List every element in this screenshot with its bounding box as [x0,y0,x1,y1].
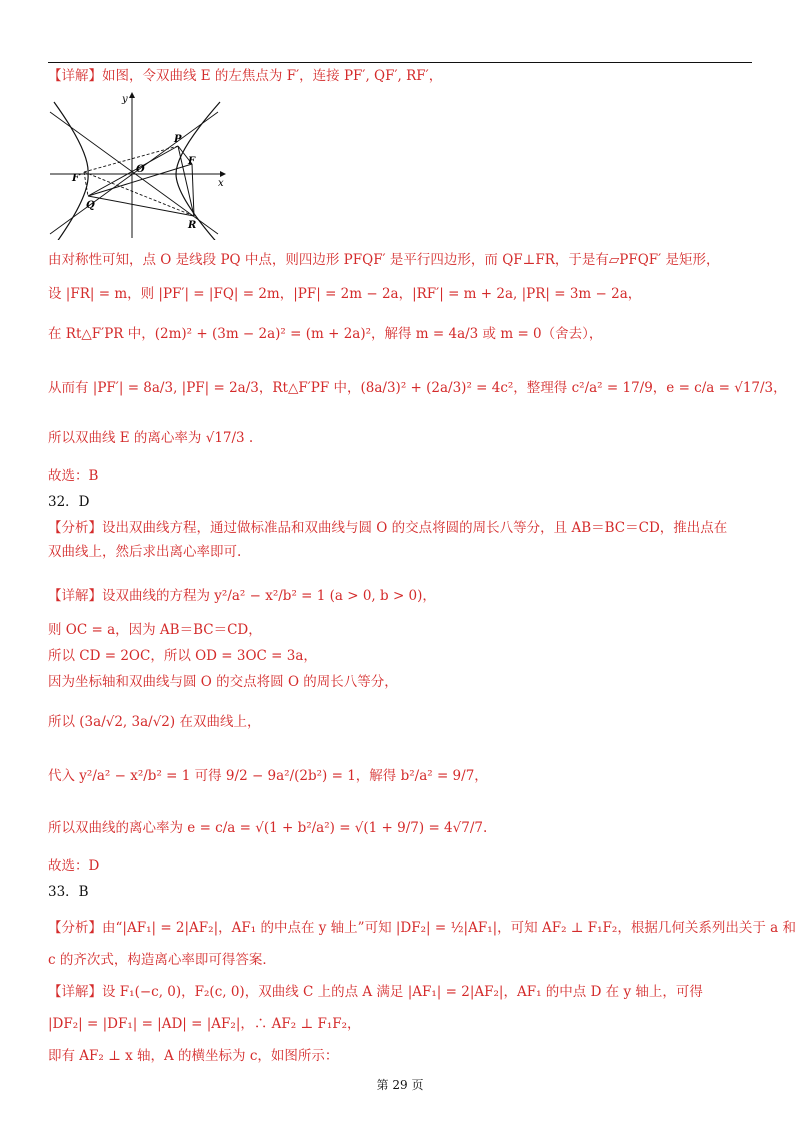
point-Fp: F′ [72,173,82,184]
text-line: c 的齐次式，构造离心率即可得答案． [48,952,276,968]
hyperbola-figure [48,88,228,240]
text-line: 【详解】设双曲线的方程为 y²/a² − x²/b² = 1 (a > 0, b > 0)， [48,588,436,604]
page-number: 第 29 页 [376,1078,424,1092]
text-line: 【分析】由“|AF₁| = 2|AF₂|，AF₁ 的中点在 y 轴上”可知 |DF₂| = ½|AF₁|，可知 AF₂ ⊥ F₁F₂，根据几何关系列出关于 a 和 [48,920,796,936]
left-branch [54,102,88,240]
x-label: x [218,178,224,189]
point-Q: Q [86,200,95,211]
text-line: 双曲线上，然后求出离心率即可. [48,544,242,560]
text-line: 【详解】设 F₁(−c, 0)，F₂(c, 0)，双曲线 C 上的点 A 满足 |AF₁| = 2|AF₂|，AF₁ 的中点 D 在 y 轴上，可得 [48,984,703,1000]
point-O: O [136,164,145,175]
text-line: 所以双曲线 E 的离心率为 √17/3 . [48,430,254,446]
question-number: 33．B [48,884,89,900]
text-line: 因为坐标轴和双曲线与圆 O 的交点将圆 O 的周长八等分， [48,674,398,690]
text-line: 在 Rt△F′PR 中，(2m)² + (3m − 2a)² = (m + 2a)²，解得 m = 4a/3 或 m = 0（舍去）， [48,326,603,342]
question-number: 32．D [48,494,90,510]
text-line: 【分析】设出双曲线方程，通过做标准品和双曲线与圆 O 的交点将圆的周长八等分，且 AB＝BC＝CD，推出点在 [48,520,728,536]
text-line: 则 OC = a，因为 AB＝BC＝CD， [48,622,262,638]
text-line: 从而有 |PF′| = 8a/3, |PF| = 2a/3，Rt△F′PF 中，(8a/3)² + (2a/3)² = 4c²，整理得 c²/a² = 17/9，e = c/a = √17/3， [48,380,787,396]
text-line: 【详解】如图，令双曲线 E 的左焦点为 F′，连接 PF′, QF′, RF′， [48,68,443,84]
y-label: y [122,94,128,105]
text-line: 即有 AF₂ ⊥ x 轴，A 的横坐标为 c，如图所示： [48,1048,339,1064]
point-P: P [174,134,182,145]
text-line: 设 |FR| = m，则 |PF′| = |FQ| = 2m，|PF| = 2m − 2a，|RF′| = m + 2a, |PR| = 3m − 2a， [48,286,642,302]
segment-QR [88,196,194,216]
header-rule [48,62,752,63]
text-line: 由对称性可知，点 O 是线段 PQ 中点，则四边形 PFQF′ 是平行四边形，而 QF⊥FR，于是有▱PFQF′ 是矩形， [48,252,720,268]
segment-FpP [84,146,178,172]
right-branch [176,102,220,240]
text-line: 所以 CD = 2OC，所以 OD = 3OC = 3a， [48,648,317,664]
y-axis-arrow [129,92,135,98]
text-line: 故选：D [48,858,100,874]
point-R: R [188,220,197,231]
text-line: 所以 (3a/√2, 3a/√2) 在双曲线上， [48,714,261,730]
segment-QP [88,146,178,196]
text-line: 代入 y²/a² − x²/b² = 1 可得 9/2 − 9a²/(2b²) = 1，解得 b²/a² = 9/7， [48,768,488,784]
x-axis-arrow [220,171,226,177]
segment-FpR [84,172,194,216]
text-line: |DF₂| = |DF₁| = |AD| = |AF₂|，∴ AF₂ ⊥ F₁F₂， [48,1016,361,1032]
point-F: F [188,156,196,167]
text-line: 故选：B [48,468,99,484]
text-line: 所以双曲线的离心率为 e = c/a = √(1 + b²/a²) = √(1 + 9/7) = 4√7/7. [48,820,488,836]
